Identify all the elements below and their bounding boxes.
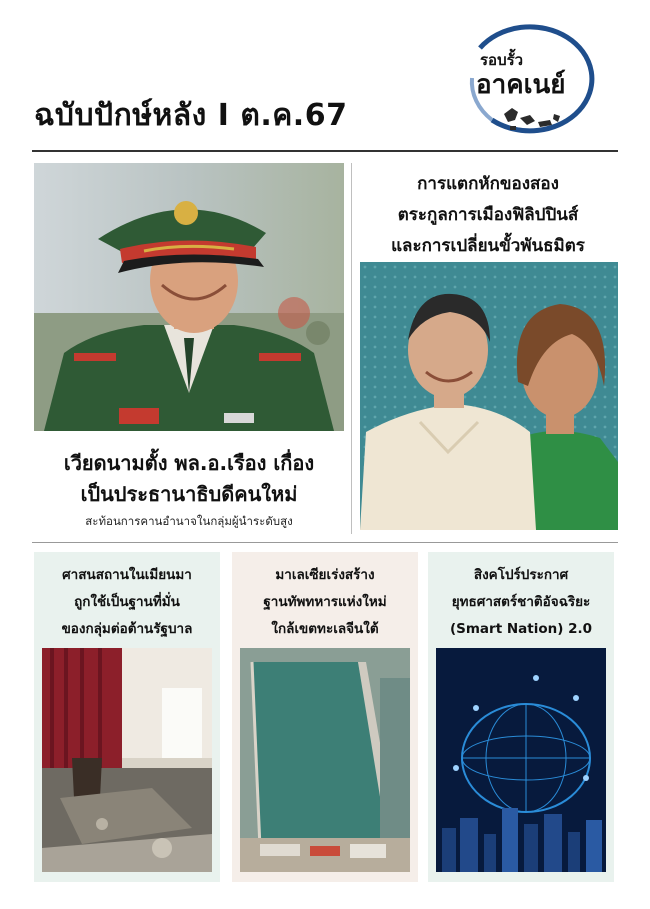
card-title-line: ใกล้เขตทะเลจีนใต้ — [271, 621, 379, 637]
smart-city-network-photo — [436, 648, 606, 872]
headline-philippines — [358, 169, 618, 262]
damaged-temple-photo — [42, 648, 212, 872]
subheadline-vietnam: สะท้อนการคานอำนาจในกลุ่มผู้นำระดับสูง — [85, 514, 293, 528]
card-title-line: ยุทธศาสตร์ชาติอัจฉริยะ — [451, 594, 591, 610]
feature-article-philippines[interactable] — [358, 163, 618, 534]
card-title — [34, 562, 220, 643]
card-title — [428, 562, 614, 643]
article-card-malaysia[interactable] — [232, 552, 418, 882]
headline-line: เวียดนามตั้ง พล.อ.เรือง เกื่อง — [63, 451, 315, 475]
card-title-line: ถูกใช้เป็นฐานที่มั่น — [74, 594, 180, 610]
feature-article-vietnam[interactable] — [34, 163, 344, 534]
article-card-singapore[interactable] — [428, 552, 614, 882]
card-title-line: ของกลุ่มต่อต้านรัฐบาล — [61, 621, 193, 637]
headline-line: การแตกหักของสอง — [417, 174, 559, 194]
article-card-myanmar[interactable] — [34, 552, 220, 882]
headline-line: เป็นประธานาธิบดีคนใหม่ — [80, 482, 298, 506]
card-title-line: ฐานทัพทหารแห่งใหม่ — [263, 594, 387, 610]
header-divider — [32, 150, 618, 152]
general-portrait-photo — [34, 163, 344, 431]
issue-title: ฉบับปักษ์หลัง I ต.ค.67 — [34, 98, 348, 133]
section-divider — [32, 542, 618, 543]
card-title-line: ศาสนสถานในเมียนมา — [62, 567, 192, 583]
publication-logo[interactable] — [452, 18, 622, 138]
card-title — [232, 562, 418, 643]
politicians-photo — [360, 262, 618, 530]
column-divider — [351, 163, 352, 534]
headline-vietnam — [34, 448, 344, 510]
card-title-line: สิงคโปร์ประกาศ — [473, 567, 569, 583]
logo-text-small: รอบรั้ว — [480, 51, 524, 69]
headline-line: ตระกูลการเมืองฟิลิปปินส์ — [397, 205, 579, 225]
masthead — [0, 0, 650, 150]
headline-line: และการเปลี่ยนขั้วพันธมิตร — [391, 236, 585, 256]
card-title-line: (Smart Nation) 2.0 — [449, 621, 593, 637]
logo-text-large: อาคเนย์ — [476, 70, 566, 100]
naval-base-aerial-photo — [240, 648, 410, 872]
card-title-line: มาเลเซียเร่งสร้าง — [275, 567, 375, 583]
